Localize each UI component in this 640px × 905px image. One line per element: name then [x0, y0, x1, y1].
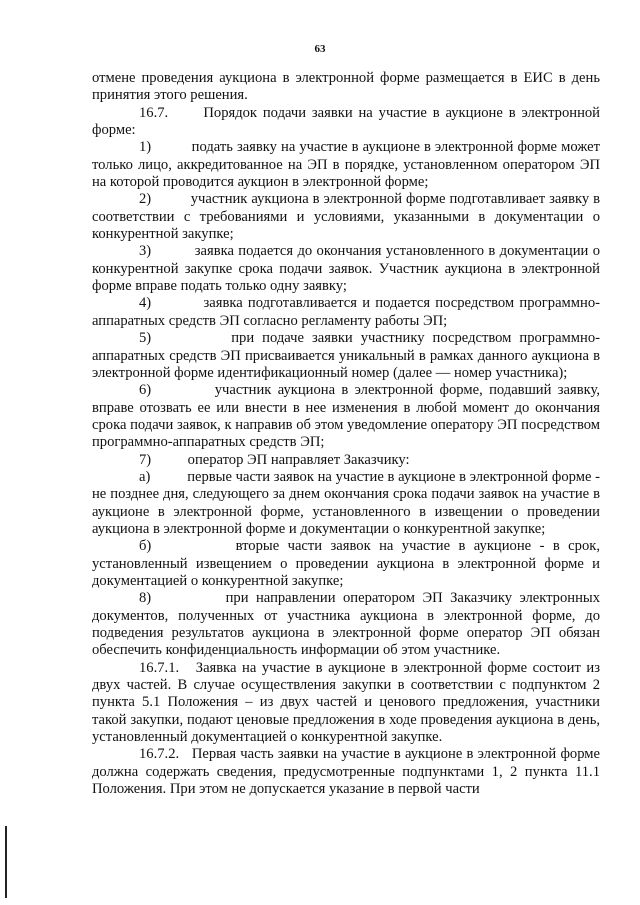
paragraph-16-7-1: 16.7.1. Заявка на участие в аукционе в электронной форме состоит из двух частей. В случае осуществления закупки в соответствии с подпунктом 2 пункта 5.1 Положения – из двух частей и ценового предложения, участники такой закупки, подают ценовые предложения в ходе проведения аукциона в день, установленный документацией о конкурентной закупке.	[92, 659, 604, 746]
list-item-7a: а) первые части заявок на участие в аукционе в электронной форме - не позднее дня, следующего за днем окончания срока подачи заявок на участие в аукционе в электронной форме, установленного в извещении о проведении аукциона в электронной форме и документации о конкурентной закупке;	[92, 468, 604, 537]
list-item-7: 7) оператор ЭП направляет Заказчику:	[139, 451, 410, 468]
list-item-3: 3) заявка подается до окончания установленного в документации о конкурентной закупке срока подачи заявок. Участник аукциона в электронной форме вправе подать только одну заявку;	[92, 243, 604, 295]
document-body	[92, 70, 604, 798]
list-item-6: 6) участник аукциона в электронной форме, подавший заявку, вправе отозвать ее или внести в нее изменения в любой момент до окончания срока подачи заявок, к направив об этом уведомление оператору ЭП посредством программно-аппаратных средств ЭП;	[92, 382, 604, 451]
list-item-8: 8) при направлении оператором ЭП Заказчику электронных документов, полученных от участника аукциона в электронной форме, до подведения результатов аукциона в электронной форме оператор ЭП обязан обеспечить конфиденциальность информации об этом участнике.	[92, 590, 604, 659]
list-item-5: 5) при подаче заявки участнику посредством программно-аппаратных средств ЭП присваивается уникальный в рамках данного аукциона в электронной форме идентификационный номер (далее — номер участника);	[92, 330, 604, 381]
list-item-4: 4) заявка подготавливается и подается посредством программно-аппаратных средств ЭП согласно регламенту работы ЭП;	[92, 295, 600, 329]
page-number: 63	[314, 43, 326, 55]
list-item-7b: б) вторые части заявок на участие в аукционе - в срок, установленный извещением о проведении аукциона в электронной форме и документацией о конкурентной закупке;	[92, 538, 604, 589]
paragraph-continuation: отмене проведения аукциона в электронной форме размещается в ЕИС в день принятия этого решения.	[92, 70, 604, 104]
list-item-1: 1) подать заявку на участие в аукционе в электронной форме может только лицо, аккредитованное на ЭП в порядке, установленном оператором ЭП на которой проводится аукцион в электронной форме;	[92, 139, 604, 191]
list-item-2: 2) участник аукциона в электронной форме подготавливает заявку в соответствии с требованиями и условиями, указанными в документации о конкурентной закупке;	[92, 191, 604, 243]
paragraph-16-7-2: 16.7.2. Первая часть заявки на участие в аукционе в электронной форме должна содержать сведения, предусмотренные подпунктами 1, 2 пункта 11.1 Положения. При этом не допускается указание в первой части	[92, 746, 604, 798]
paragraph-16-7: 16.7. Порядок подачи заявки на участие в аукционе в электронной форме:	[92, 104, 604, 139]
scan-edge-mark	[5, 826, 7, 898]
